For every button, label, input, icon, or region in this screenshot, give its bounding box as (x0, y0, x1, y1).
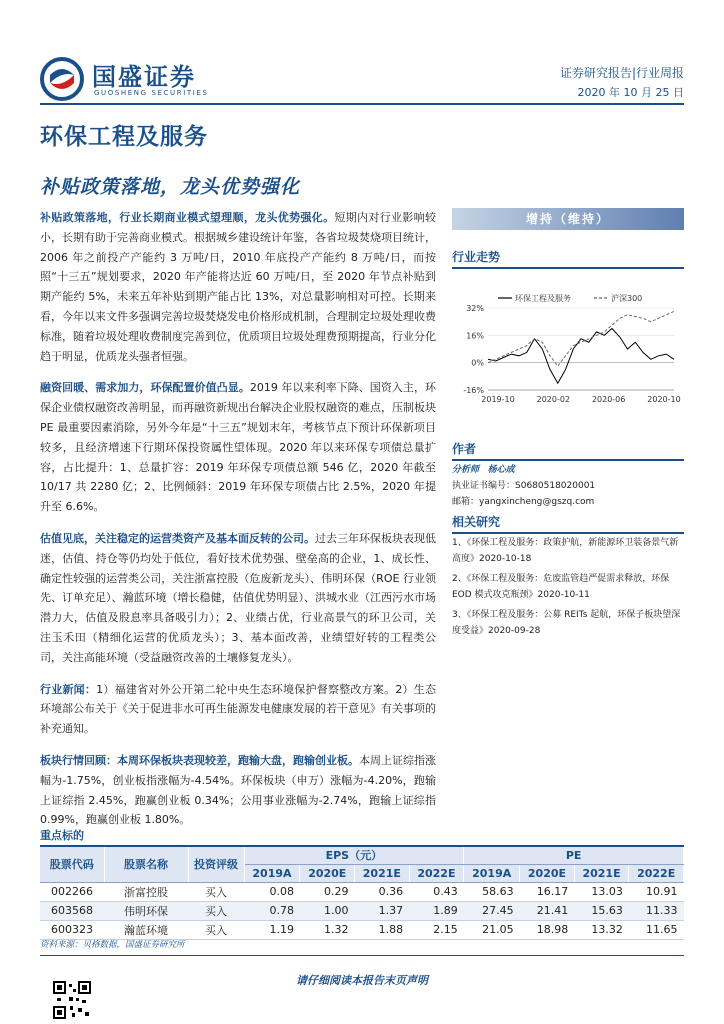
table-row (40, 901, 684, 920)
paragraph-text: 本周上证综指涨幅为-1.75%，创业板指涨幅为-4.54%。环保板块（申万）涨幅为-4.20%，跑输上证综指 2.45%，跑赢创业板 0.34%；公用事业涨幅为-2.74%，跑输上证综指 0.99%，跑赢创业板 1.80%。 (40, 753, 436, 827)
col-year: 2021E (355, 864, 410, 882)
y-tick-label: 32% (466, 304, 484, 313)
col-name: 股票名称 (104, 846, 188, 882)
related-item[interactable]: 2、《环保工程及服务：危废监管趋严促需求释放，环保 EOD 模式攻克瓶颈》2020-10-11 (452, 574, 670, 600)
stock-code: 600323 (40, 920, 104, 939)
stock-rating: 买入 (188, 901, 244, 920)
company-name: 国盛证券 (92, 63, 196, 91)
col-year: 2022E (629, 864, 684, 882)
guosheng-logo-icon (40, 57, 84, 101)
paragraph-text: 1）福建省对外公开第二轮中央生态环境保护督察整改方案。2）生态环境部公布关于《关于促进非水可再生能源发电健康发展的若干意见》有关事项的补充通知。 (40, 682, 437, 736)
report-date: 2020 年 10 月 25 日 (577, 86, 684, 99)
paragraph (40, 751, 436, 830)
eps-value: 1.37 (355, 901, 410, 920)
industry-trend-chart (452, 290, 684, 408)
analyst-name: 杨心成 (487, 465, 515, 475)
pe-value: 13.32 (574, 920, 629, 939)
author-section-title: 作者 (452, 440, 684, 461)
rating-badge: 增持（维持） (452, 208, 684, 230)
data-source: 资料来源：贝格数据，国盛证券研究所 (40, 940, 185, 950)
paragraph (40, 208, 436, 366)
pe-value: 21.05 (464, 920, 520, 939)
stock-code: 603568 (40, 901, 104, 920)
stock-name: 浙富控股 (104, 882, 188, 901)
col-eps: EPS（元） (244, 846, 464, 864)
table-row (40, 882, 684, 901)
pe-value: 16.17 (520, 882, 575, 901)
eps-value: 1.00 (300, 901, 355, 920)
related-item[interactable]: 1、《环保工程及服务：政策护航，新能源环卫装备景气新高度》2020-10-18 (452, 538, 679, 564)
pe-value: 10.91 (629, 882, 684, 901)
col-year: 2019A (244, 864, 300, 882)
stock-rating: 买入 (188, 882, 244, 901)
author-info (452, 462, 684, 510)
col-code: 股票代码 (40, 846, 104, 882)
report-type: 证券研究报告|行业周报 (559, 66, 684, 80)
eps-value: 0.78 (244, 901, 300, 920)
pe-value: 13.03 (574, 882, 629, 901)
key-stocks-label: 重点标的 (40, 829, 84, 842)
related-section-title: 相关研究 (452, 513, 684, 534)
report-headline: 补贴政策落地，龙头优势强化 (40, 176, 301, 198)
analyst-line (452, 462, 684, 478)
col-year: 2020E (520, 864, 575, 882)
y-tick-label: -16% (463, 386, 484, 395)
col-year: 2022E (409, 864, 464, 882)
x-tick-label: 2020-06 (591, 395, 626, 404)
pe-value: 27.45 (464, 901, 520, 920)
paragraph-lead: 估值见底，关注稳定的运营类资产及基本面反转的公司。 (40, 531, 315, 545)
eps-value: 1.32 (300, 920, 355, 939)
series-line-1 (488, 329, 674, 384)
paragraph-lead: 行业新闻： (40, 682, 97, 696)
eps-value: 1.19 (244, 920, 300, 939)
stock-rating: 买入 (188, 920, 244, 939)
paragraph (40, 680, 436, 739)
legend-label: 沪深300 (611, 294, 643, 303)
pe-value: 11.65 (629, 920, 684, 939)
col-year: 2021E (574, 864, 629, 882)
company-name-en: GUOSHENG SECURITIES (94, 89, 209, 97)
stock-name: 伟明环保 (104, 901, 188, 920)
y-tick-label: 0% (471, 358, 484, 368)
x-tick-label: 2019-10 (481, 395, 515, 404)
eps-value: 0.43 (409, 882, 464, 901)
header-divider (40, 103, 684, 105)
key-stocks-table (40, 845, 684, 940)
trend-section-title: 行业走势 (452, 248, 684, 269)
pe-value: 18.98 (520, 920, 575, 939)
paragraph (40, 529, 436, 668)
main-body (40, 208, 436, 874)
stock-name: 瀚蓝环境 (104, 920, 188, 939)
paragraph-text: 2019 年以来利率下降、国资入主，环保企业债权融资改善明显，而再融资新规出台解决企业股权融资的难点，压制板块 PE 最重要因素消除，另外今年是“十三五”规划末年，考核节点下预计环保新项目较多，且经济增速下行期环保投资属性望体现。2020 年以来环保专项债总量扩容，占比提升：1、总量扩容：2019 年环保专项债总额 546 亿，2020 年截至 10/17 共 2280 亿；2、比例倾斜：2019 年环保专项债占比 2.5%，2020 年提升至 6.6%。 (40, 381, 437, 514)
related-research-list (452, 535, 684, 643)
pe-value: 21.41 (520, 901, 575, 920)
col-pe: PE (464, 846, 684, 864)
pe-value: 15.63 (574, 901, 629, 920)
col-rating: 投资评级 (188, 846, 244, 882)
table-row (40, 920, 684, 939)
stock-code: 002266 (40, 882, 104, 901)
col-year: 2019A (464, 864, 520, 882)
pe-value: 11.33 (629, 901, 684, 920)
paragraph (40, 378, 436, 517)
paragraph-lead: 融资回暖、需求加力，环保配置价值凸显。 (40, 381, 250, 395)
disclaimer-note: 请仔细阅读本报告末页声明 (296, 974, 428, 987)
eps-value: 1.89 (409, 901, 464, 920)
cert-number: 执业证书编号：S0680518020001 (452, 481, 596, 491)
col-year: 2020E (300, 864, 355, 882)
eps-value: 0.08 (244, 882, 300, 901)
pe-value: 58.63 (464, 882, 520, 901)
x-tick-label: 2020-02 (536, 395, 571, 404)
x-tick-label: 2020-10 (647, 395, 681, 404)
industry-title: 环保工程及服务 (40, 124, 208, 150)
paragraph-text: 过去三年环保板块表现低迷，估值、持仓等仍均处于低位，看好技术优势强、壁垒高的企业，1、成长性、确定性较强的运营类公司，关注浙富控股（危废新龙头）、伟明环保（ROE 行业领先、订单充足）、瀚蓝环境（增长稳健，估值优势明显）、洪城水业（江西污水市场潜力大，估值及股息率具备吸引力）；2、业绩占优，行业高景气的环卫公司，关注玉禾田（精细化运营的优质龙头）；3、基本面改善，业绩望好转的工程类公司，关注高能环境（受益融资改善的土壤修复龙头）。 (40, 531, 436, 664)
paragraph-lead: 板块行情回顾：本周环保板块表现较差，跑输大盘，跑输创业板。 (40, 753, 359, 767)
paragraph-lead: 补贴政策落地，行业长期商业模式望理顺，龙头优势强化。 (40, 211, 335, 224)
eps-value: 2.15 (409, 920, 464, 939)
related-item[interactable]: 3、《环保工程及服务：公募 REITs 起航，环保子板块望深度受益》2020-09-28 (452, 610, 681, 636)
legend-label: 环保工程及服务 (515, 294, 571, 303)
footer-divider (40, 955, 684, 956)
analyst-label: 分析师 (452, 465, 480, 475)
paragraph-text: 短期内对行业影响较小，长期有助于完善商业模式。根据城乡建设统计年鉴，各省垃圾焚烧项目统计，2006 年之前投产产能约 3 万吨/日，2010 年底投产产能约 8 万吨/日，而按照“十三五”规划要求，2020 年产能将达近 60 万吨/日，至 2020 年节点补贴到期产能约 5%，未来五年补贴到期产能占比 13%，对总量影响相对可控。长期来看，今年以来文件多强调完善垃圾焚烧发电价格形成机制，合理制定垃圾处理收费标准，随着垃圾处理收费制度完善到位，优质项目垃圾处理费预期提高，行业分化趋于明显，优质龙头强者恒强。 (40, 211, 437, 363)
eps-value: 0.36 (355, 882, 410, 901)
company-logo (40, 55, 250, 103)
eps-value: 1.88 (355, 920, 410, 939)
analyst-email[interactable]: 邮箱：yangxincheng@gszq.com (452, 497, 595, 507)
y-tick-label: 16% (466, 331, 484, 341)
eps-value: 0.29 (300, 882, 355, 901)
